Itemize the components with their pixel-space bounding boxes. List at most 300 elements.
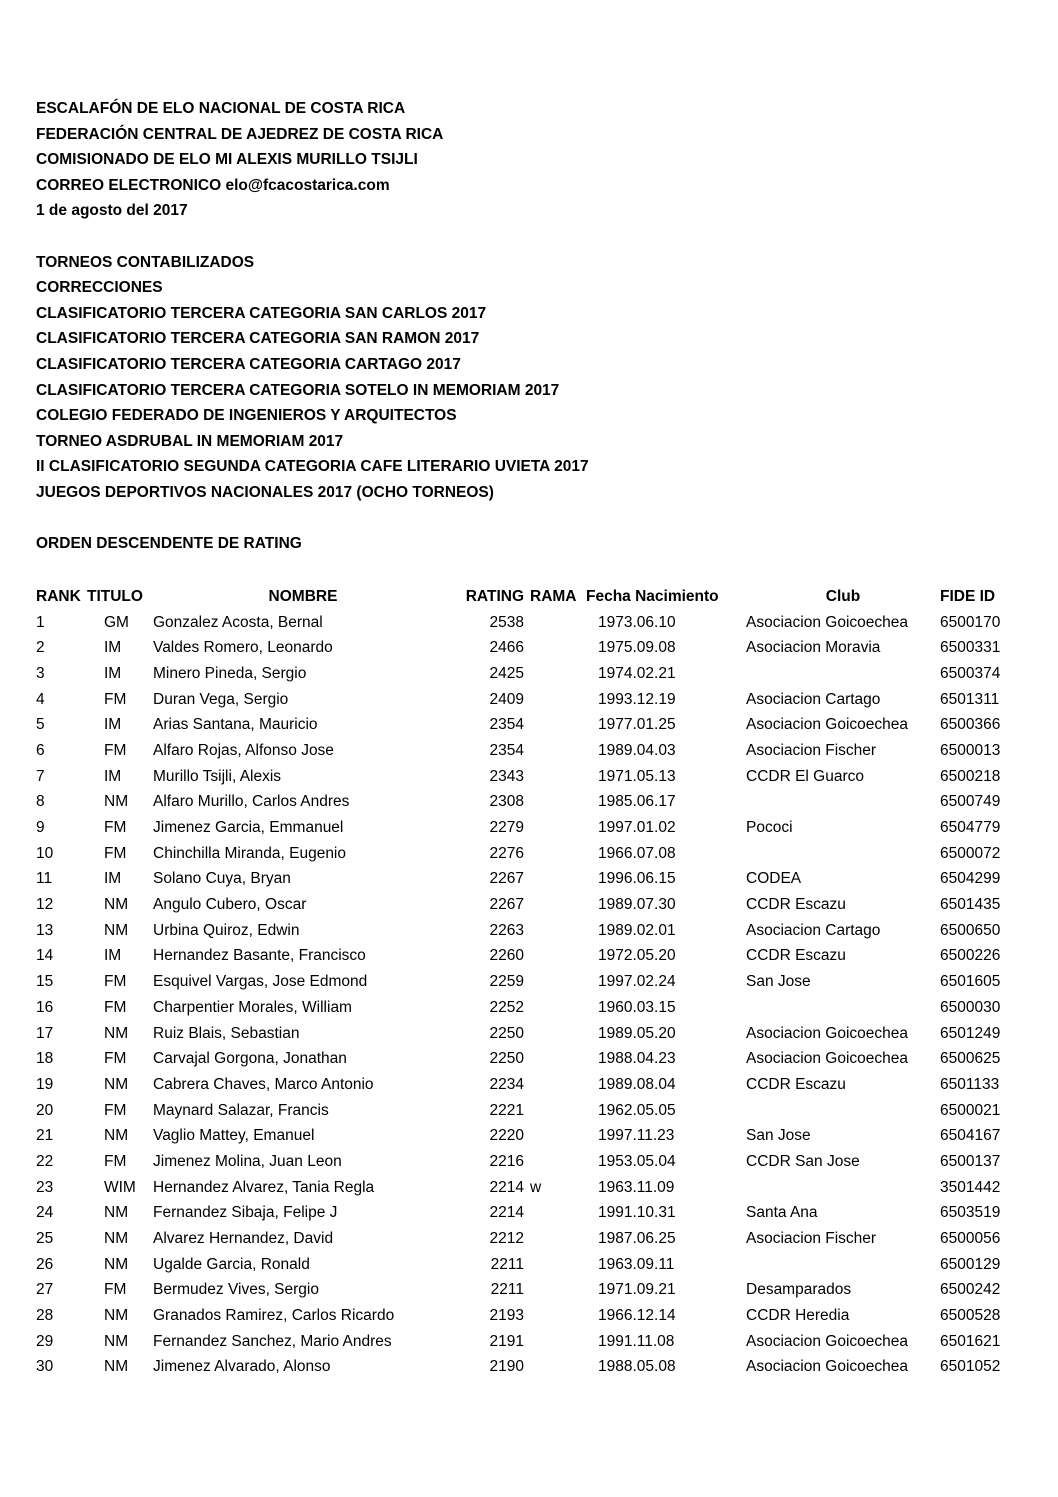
cell-rating: 2214 [489, 1204, 524, 1222]
header-email: CORREO ELECTRONICO elo@fcacostarica.com [36, 176, 390, 194]
cell-fide-id: 6500226 [940, 947, 1001, 965]
cell-club: CCDR San Jose [746, 1152, 860, 1170]
cell-club: Asociacion Moravia [746, 639, 881, 657]
cell-fecha: 1972.05.20 [598, 947, 676, 965]
cell-rank: 21 [36, 1127, 54, 1145]
cell-club: CCDR Escazu [746, 896, 846, 914]
cell-fecha: 1993.12.19 [598, 690, 676, 708]
cell-nombre: Minero Pineda, Sergio [153, 664, 307, 682]
cell-rating: 2354 [489, 741, 524, 759]
cell-fide-id: 6500218 [940, 767, 1001, 785]
cell-club [746, 841, 940, 867]
cell-rating: 2409 [489, 690, 524, 708]
cell-fide-id: 3501442 [940, 1178, 1001, 1196]
cell-titulo: NM [104, 793, 129, 811]
cell-rank: 13 [36, 921, 54, 939]
cell-titulo: FM [104, 844, 127, 862]
cell-fide-id: 6500528 [940, 1307, 1001, 1325]
cell-rating: 2276 [489, 844, 524, 862]
cell-fide-id: 6500021 [940, 1101, 1001, 1119]
cell-rank: 5 [36, 716, 45, 734]
cell-nombre: Ruiz Blais, Sebastian [153, 1024, 300, 1042]
document-header [36, 96, 589, 557]
cell-rank: 18 [36, 1050, 54, 1068]
cell-fecha: 1996.06.15 [598, 870, 676, 888]
table-row [36, 661, 1032, 687]
cell-rama [524, 1123, 586, 1149]
cell-rating: 2211 [490, 1281, 524, 1299]
cell-titulo: NM [104, 1204, 129, 1222]
tournament-item: COLEGIO FEDERADO DE INGENIEROS Y ARQUITECTOS [36, 407, 457, 425]
cell-club: Asociacion Cartago [746, 921, 881, 939]
cell-rama [524, 1098, 586, 1124]
cell-fide-id: 6501621 [940, 1332, 1001, 1350]
cell-club: Asociacion Goicoechea [746, 1332, 908, 1350]
cell-fecha: 1989.07.30 [598, 896, 676, 914]
cell-fide-id: 6500650 [940, 921, 1001, 939]
cell-rama [524, 1252, 586, 1278]
cell-rama: w [530, 1178, 542, 1196]
header-title: ESCALAFÓN DE ELO NACIONAL DE COSTA RICA [36, 100, 406, 117]
table-row [36, 867, 1032, 893]
cell-nombre: Fernandez Sanchez, Mario Andres [153, 1332, 392, 1350]
cell-rama [524, 1226, 586, 1252]
cell-rating: 2279 [489, 819, 524, 837]
cell-nombre: Jimenez Alvarado, Alonso [153, 1358, 331, 1376]
cell-rama [524, 995, 586, 1021]
cell-fecha: 1997.02.24 [598, 973, 676, 991]
cell-club: Desamparados [746, 1281, 852, 1299]
cell-nombre: Jimenez Molina, Juan Leon [153, 1152, 342, 1170]
cell-rank: 30 [36, 1358, 54, 1376]
table-row [36, 1021, 1032, 1047]
cell-fide-id: 6500374 [940, 664, 1001, 682]
cell-fide-id: 6500137 [940, 1152, 1001, 1170]
cell-rating: 2214 [489, 1178, 524, 1196]
cell-rating: 2191 [489, 1332, 524, 1350]
table-row [36, 738, 1032, 764]
tournament-item: JUEGOS DEPORTIVOS NACIONALES 2017 (OCHO TORNEOS) [36, 483, 494, 501]
cell-rank: 9 [36, 819, 45, 837]
cell-nombre: Bermudez Vives, Sergio [153, 1281, 319, 1299]
cell-club: San Jose [746, 973, 811, 991]
cell-rating: 2308 [489, 793, 524, 811]
column-header-club: Club [825, 587, 861, 605]
tournament-item: TORNEO ASDRUBAL IN MEMORIAM 2017 [36, 432, 344, 450]
cell-rating: 2538 [489, 613, 524, 631]
cell-club [746, 1175, 940, 1201]
cell-rama [524, 892, 586, 918]
cell-rama [524, 635, 586, 661]
cell-fide-id: 6500331 [940, 639, 1001, 657]
cell-fide-id: 6500170 [940, 613, 1001, 631]
table-row [36, 790, 1032, 816]
cell-fecha: 1963.09.11 [598, 1255, 675, 1273]
order-label: ORDEN DESCENDENTE DE RATING [36, 535, 302, 553]
cell-fide-id: 6500625 [940, 1050, 1001, 1068]
cell-titulo: FM [104, 1152, 127, 1170]
cell-nombre: Hernandez Alvarez, Tania Regla [153, 1178, 375, 1196]
cell-fecha: 1974.02.21 [598, 664, 676, 682]
header-federation: FEDERACIÓN CENTRAL DE AJEDREZ DE COSTA RICA [36, 125, 444, 143]
table-row [36, 1329, 1032, 1355]
cell-rama [524, 1278, 586, 1304]
cell-fide-id: 6500749 [940, 793, 1001, 811]
cell-nombre: Jimenez Garcia, Emmanuel [153, 819, 344, 837]
cell-titulo: NM [104, 1332, 129, 1350]
cell-rank: 15 [36, 973, 54, 991]
cell-rama [524, 1303, 586, 1329]
cell-nombre: Cabrera Chaves, Marco Antonio [153, 1075, 374, 1093]
cell-rating: 2234 [489, 1075, 524, 1093]
cell-nombre: Granados Ramirez, Carlos Ricardo [153, 1307, 395, 1325]
cell-rating: 2267 [489, 870, 524, 888]
cell-rating: 2193 [489, 1307, 524, 1325]
cell-nombre: Esquivel Vargas, Jose Edmond [153, 973, 368, 991]
rating-table [36, 584, 1032, 1380]
cell-rank: 24 [36, 1204, 54, 1222]
cell-titulo: NM [104, 921, 129, 939]
cell-rank: 25 [36, 1230, 54, 1248]
cell-rating: 2216 [489, 1152, 524, 1170]
cell-rama [524, 661, 586, 687]
cell-fecha: 1966.07.08 [598, 844, 676, 862]
cell-fecha: 1989.05.20 [598, 1024, 676, 1042]
cell-rama [524, 841, 586, 867]
cell-rating: 2259 [489, 973, 524, 991]
cell-titulo: FM [104, 1281, 127, 1299]
cell-titulo: WIM [104, 1178, 136, 1196]
cell-titulo: FM [104, 998, 127, 1016]
cell-rating: 2252 [489, 998, 524, 1016]
cell-fecha: 1971.05.13 [598, 767, 676, 785]
cell-nombre: Arias Santana, Mauricio [153, 716, 318, 734]
table-row [36, 1098, 1032, 1124]
cell-fecha: 1988.05.08 [598, 1358, 676, 1376]
cell-fecha: 1975.09.08 [598, 639, 676, 657]
cell-titulo: IM [104, 716, 122, 734]
cell-club [746, 1252, 940, 1278]
tournament-item: CLASIFICATORIO TERCERA CATEGORIA SAN CARLOS 2017 [36, 304, 487, 322]
cell-rating: 2250 [489, 1050, 524, 1068]
cell-nombre: Solano Cuya, Bryan [153, 870, 291, 888]
cell-titulo: NM [104, 1358, 129, 1376]
cell-rama [524, 1072, 586, 1098]
table-row [36, 1123, 1032, 1149]
cell-rating: 2267 [489, 896, 524, 914]
cell-nombre: Valdes Romero, Leonardo [153, 639, 333, 657]
cell-rank: 29 [36, 1332, 54, 1350]
cell-fecha: 1988.04.23 [598, 1050, 676, 1068]
cell-club: CCDR Heredia [746, 1307, 850, 1325]
tournaments-heading: TORNEOS CONTABILIZADOS [36, 253, 255, 271]
tournament-item: CORRECCIONES [36, 279, 163, 297]
cell-club: Asociacion Goicoechea [746, 716, 908, 734]
cell-rank: 7 [36, 767, 45, 785]
cell-rank: 12 [36, 896, 54, 914]
table-body [36, 610, 1032, 1381]
cell-rank: 6 [36, 741, 45, 759]
tournament-item: CLASIFICATORIO TERCERA CATEGORIA SOTELO IN MEMORIAM 2017 [36, 381, 560, 399]
cell-rama [524, 764, 586, 790]
cell-club: Pococi [746, 819, 793, 837]
tournament-list [36, 275, 589, 505]
cell-titulo: NM [104, 1024, 129, 1042]
cell-nombre: Maynard Salazar, Francis [153, 1101, 329, 1119]
cell-titulo: GM [104, 613, 129, 631]
cell-rating: 2425 [489, 664, 524, 682]
cell-rating: 2212 [489, 1230, 524, 1248]
column-header-rank: RANK [36, 587, 81, 605]
cell-rama [524, 610, 586, 636]
cell-titulo: FM [104, 1050, 127, 1068]
cell-fide-id: 6500056 [940, 1230, 1001, 1248]
table-row [36, 815, 1032, 841]
tournament-item: II CLASIFICATORIO SEGUNDA CATEGORIA CAFE LITERARIO UVIETA 2017 [36, 458, 589, 476]
cell-rama [524, 815, 586, 841]
spacer [36, 224, 589, 250]
cell-nombre: Vaglio Mattey, Emanuel [153, 1127, 315, 1145]
cell-club [746, 1098, 940, 1124]
table-row [36, 1046, 1032, 1072]
cell-club: Santa Ana [746, 1204, 818, 1222]
cell-club: Asociacion Cartago [746, 690, 881, 708]
cell-titulo: FM [104, 690, 127, 708]
column-header-titulo: TITULO [87, 587, 143, 605]
cell-club [746, 661, 940, 687]
cell-club [746, 995, 940, 1021]
cell-titulo: FM [104, 973, 127, 991]
cell-fecha: 1973.06.10 [598, 613, 676, 631]
cell-nombre: Alfaro Rojas, Alfonso Jose [153, 741, 334, 759]
table-row [36, 635, 1032, 661]
cell-titulo: NM [104, 1075, 129, 1093]
header-commissioner: COMISIONADO DE ELO MI ALEXIS MURILLO TSIJLI [36, 151, 418, 169]
cell-fide-id: 6500129 [940, 1255, 1001, 1273]
cell-fecha: 1966.12.14 [598, 1307, 676, 1325]
cell-nombre: Gonzalez Acosta, Bernal [153, 613, 323, 631]
cell-fide-id: 6501605 [940, 973, 1001, 991]
cell-nombre: Angulo Cubero, Oscar [153, 896, 307, 914]
cell-rama [524, 969, 586, 995]
cell-rama [524, 1021, 586, 1047]
cell-club: Asociacion Goicoechea [746, 1358, 908, 1376]
cell-rating: 2221 [489, 1101, 524, 1119]
column-header-rating: RATING [465, 587, 524, 605]
rating-table-container [36, 584, 1026, 1380]
cell-rating: 2190 [489, 1358, 524, 1376]
cell-fecha: 1989.04.03 [598, 741, 676, 759]
table-row [36, 1303, 1032, 1329]
cell-nombre: Alfaro Murillo, Carlos Andres [153, 793, 350, 811]
cell-rama [524, 918, 586, 944]
cell-nombre: Duran Vega, Sergio [153, 690, 289, 708]
column-header-nombre: NOMBRE [268, 587, 338, 605]
cell-rank: 14 [36, 947, 54, 965]
table-row [36, 1278, 1032, 1304]
cell-titulo: IM [104, 664, 122, 682]
cell-rating: 2220 [489, 1127, 524, 1145]
cell-nombre: Fernandez Sibaja, Felipe J [153, 1204, 338, 1222]
cell-fide-id: 6500072 [940, 844, 1001, 862]
cell-nombre: Carvajal Gorgona, Jonathan [153, 1050, 347, 1068]
header-date: 1 de agosto del 2017 [36, 202, 188, 220]
cell-fide-id: 6500030 [940, 998, 1001, 1016]
cell-titulo: NM [104, 1127, 129, 1145]
cell-nombre: Ugalde Garcia, Ronald [153, 1255, 310, 1273]
cell-nombre: Chinchilla Miranda, Eugenio [153, 844, 347, 862]
cell-rama [524, 867, 586, 893]
cell-fecha: 1989.08.04 [598, 1075, 676, 1093]
cell-rank: 3 [36, 664, 45, 682]
cell-rama [524, 1355, 586, 1381]
cell-nombre: Hernandez Basante, Francisco [153, 947, 366, 965]
table-row [36, 969, 1032, 995]
cell-nombre: Urbina Quiroz, Edwin [153, 921, 300, 939]
cell-club: Asociacion Fischer [746, 1230, 877, 1248]
cell-club [746, 790, 940, 816]
cell-rama [524, 944, 586, 970]
cell-fide-id: 6504167 [940, 1127, 1001, 1145]
cell-rank: 27 [36, 1281, 54, 1299]
cell-fide-id: 6503519 [940, 1204, 1001, 1222]
table-row [36, 1149, 1032, 1175]
cell-rank: 16 [36, 998, 54, 1016]
table-row [36, 712, 1032, 738]
cell-fecha: 1987.06.25 [598, 1230, 676, 1248]
cell-fide-id: 6501052 [940, 1358, 1001, 1376]
cell-rama [524, 1329, 586, 1355]
cell-rank: 28 [36, 1307, 54, 1325]
table-row [36, 610, 1032, 636]
table-header-row [36, 584, 1032, 610]
tournament-item: CLASIFICATORIO TERCERA CATEGORIA SAN RAMON 2017 [36, 330, 480, 348]
cell-fide-id: 6501249 [940, 1024, 1001, 1042]
cell-fide-id: 6500013 [940, 741, 1001, 759]
cell-fecha: 1991.10.31 [598, 1204, 676, 1222]
cell-rating: 2263 [489, 921, 524, 939]
cell-rank: 23 [36, 1178, 54, 1196]
cell-nombre: Alvarez Hernandez, David [153, 1230, 334, 1248]
cell-rank: 20 [36, 1101, 54, 1119]
cell-rating: 2250 [489, 1024, 524, 1042]
table-row [36, 764, 1032, 790]
cell-club: Asociacion Goicoechea [746, 613, 908, 631]
cell-titulo: IM [104, 870, 122, 888]
column-header-fecha: Fecha Nacimiento [586, 587, 719, 605]
cell-rating: 2466 [489, 639, 524, 657]
cell-titulo: NM [104, 1230, 129, 1248]
cell-club: Asociacion Goicoechea [746, 1050, 908, 1068]
cell-fecha: 1960.03.15 [598, 998, 676, 1016]
cell-rank: 26 [36, 1255, 54, 1273]
cell-titulo: IM [104, 767, 122, 785]
spacer [36, 506, 589, 532]
cell-rank: 4 [36, 690, 45, 708]
cell-rank: 8 [36, 793, 45, 811]
table-row [36, 944, 1032, 970]
cell-club: Asociacion Goicoechea [746, 1024, 908, 1042]
column-header-fide-id: FIDE ID [940, 587, 996, 605]
cell-rama [524, 790, 586, 816]
cell-titulo: NM [104, 1307, 129, 1325]
table-row [36, 995, 1032, 1021]
cell-fide-id: 6501311 [940, 690, 1000, 708]
cell-club: CCDR Escazu [746, 1075, 846, 1093]
table-row [36, 1072, 1032, 1098]
cell-titulo: IM [104, 947, 122, 965]
cell-titulo: NM [104, 1255, 129, 1273]
table-row [36, 687, 1032, 713]
cell-fecha: 1971.09.21 [598, 1281, 676, 1299]
table-row [36, 1175, 1032, 1201]
cell-fecha: 1985.06.17 [598, 793, 676, 811]
table-row [36, 1252, 1032, 1278]
cell-titulo: FM [104, 1101, 127, 1119]
cell-titulo: IM [104, 639, 122, 657]
table-row [36, 918, 1032, 944]
tournament-item: CLASIFICATORIO TERCERA CATEGORIA CARTAGO 2017 [36, 355, 461, 373]
cell-rank: 2 [36, 639, 45, 657]
cell-club: San Jose [746, 1127, 811, 1145]
cell-fide-id: 6500366 [940, 716, 1001, 734]
cell-club: CODEA [746, 870, 802, 888]
column-header-rama: RAMA [530, 587, 577, 605]
cell-nombre: Charpentier Morales, William [153, 998, 352, 1016]
cell-rama [524, 687, 586, 713]
cell-rank: 11 [36, 870, 53, 888]
cell-rating: 2260 [489, 947, 524, 965]
cell-rank: 17 [36, 1024, 54, 1042]
cell-rank: 19 [36, 1075, 54, 1093]
cell-rama [524, 1149, 586, 1175]
cell-fide-id: 6501133 [940, 1075, 1000, 1093]
cell-rama [524, 1201, 586, 1227]
cell-fecha: 1989.02.01 [598, 921, 676, 939]
table-row [36, 1355, 1032, 1381]
cell-rama [524, 1046, 586, 1072]
cell-club: CCDR Escazu [746, 947, 846, 965]
table-row [36, 1226, 1032, 1252]
cell-rama [524, 738, 586, 764]
cell-nombre: Murillo Tsijli, Alexis [153, 767, 282, 785]
cell-fecha: 1997.01.02 [598, 819, 676, 837]
cell-fide-id: 6504779 [940, 819, 1001, 837]
cell-rating: 2343 [489, 767, 524, 785]
cell-fecha: 1991.11.08 [598, 1332, 675, 1350]
cell-fide-id: 6501435 [940, 896, 1001, 914]
cell-rank: 10 [36, 844, 54, 862]
table-row [36, 892, 1032, 918]
cell-titulo: NM [104, 896, 129, 914]
table-row [36, 1201, 1032, 1227]
cell-rating: 2354 [489, 716, 524, 734]
cell-titulo: FM [104, 819, 127, 837]
cell-titulo: FM [104, 741, 127, 759]
cell-fecha: 1977.01.25 [598, 716, 676, 734]
cell-fecha: 1962.05.05 [598, 1101, 676, 1119]
cell-rank: 1 [36, 613, 45, 631]
table-row [36, 841, 1032, 867]
cell-rank: 22 [36, 1152, 54, 1170]
cell-club: CCDR El Guarco [746, 767, 864, 785]
cell-fide-id: 6500242 [940, 1281, 1001, 1299]
cell-rating: 2211 [490, 1255, 524, 1273]
cell-fecha: 1963.11.09 [598, 1178, 675, 1196]
cell-fecha: 1997.11.23 [598, 1127, 675, 1145]
cell-rama [524, 712, 586, 738]
cell-fide-id: 6504299 [940, 870, 1001, 888]
